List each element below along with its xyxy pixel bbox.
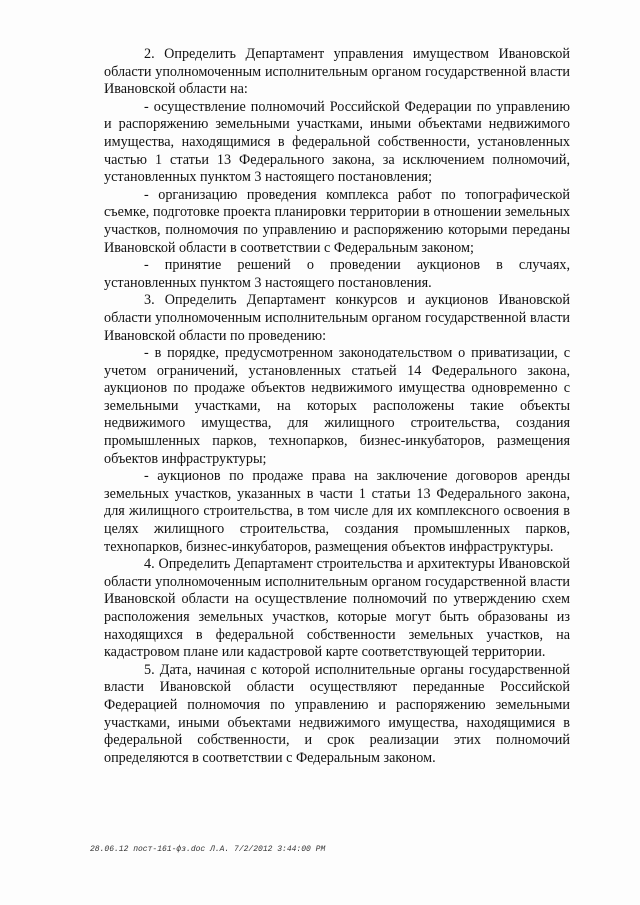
- paragraph-item-3-bullet-2: - аукционов по продаже права на заключение договоров аренды земельных участков, указанных в части 1 статьи 13 Федерального закона, для жилищного строительства, в том числе для их комплексного освоения в целях жилищного строительства, создания промышленных парков, технопарков, бизнес-инкубаторов, размещения объектов инфраструктуры.: [104, 468, 570, 555]
- paragraph-item-5: 5. Дата, начиная с которой исполнительные органы государственной власти Ивановской области осуществляют переданные Российской Федерацией полномочия по управлению и распоряжению земельными участками, иными объектами недвижимого имущества, находящимися в федеральной собственности, и срок реализации этих полномочий определяются в соответствии с Федеральным законом.: [104, 661, 570, 766]
- paragraph-item-2: 2. Определить Департамент управления имуществом Ивановской области уполномоченным исполнительным органом государственной власти Ивановской области на:: [104, 46, 570, 98]
- paragraph-item-3-bullet-1: - в порядке, предусмотренном законодательством о приватизации, с учетом ограничений, установленных статьей 14 Федерального закона, аукционов по продаже объектов недвижимого имущества одновременно с земельными участками, на которых расположены такие объекты недвижимого имущества, для жилищного строительства, создания промышленных парков, технопарков, бизнес-инкубаторов, размещения объектов инфраструктуры;: [104, 345, 570, 467]
- document-body: [104, 46, 570, 767]
- paragraph-item-4: 4. Определить Департамент строительства и архитектуры Ивановской области уполномоченным исполнительным органом государственной власти Ивановской области на осуществление полномочий по утверждению схем расположения земельных участков, которые могут быть образованы из находящихся в федеральной собственности земельных участков, на кадастровом плане или кадастровой карте соответствующей территории.: [104, 556, 570, 661]
- paragraph-item-2-bullet-3: - принятие решений о проведении аукционов в случаях, установленных пунктом 3 настоящего постановления.: [104, 257, 570, 291]
- document-footer: 28.06.12 пост-161-фз.doc Л.А. 7/2/2012 3:44:00 PM: [90, 845, 326, 854]
- paragraph-item-2-bullet-1: - осуществление полномочий Российской Федерации по управлению и распоряжению земельными участками, иными объектами недвижимого имущества, находящимися в федеральной собственности, установленных частью 1 статьи 13 Федерального закона, за исключением полномочий, установленных пунктом 3 настоящего постановления;: [104, 98, 570, 186]
- paragraph-item-3: 3. Определить Департамент конкурсов и аукционов Ивановской области уполномоченным исполнительным органом государственной власти Ивановской области по проведению:: [104, 292, 570, 344]
- paragraph-item-2-bullet-2: - организацию проведения комплекса работ по топографической съемке, подготовке проекта планировки территории в отношении земельных участков, полномочия по управлению и распоряжению которыми переданы Ивановской области в соответствии с Федеральным законом;: [104, 186, 570, 256]
